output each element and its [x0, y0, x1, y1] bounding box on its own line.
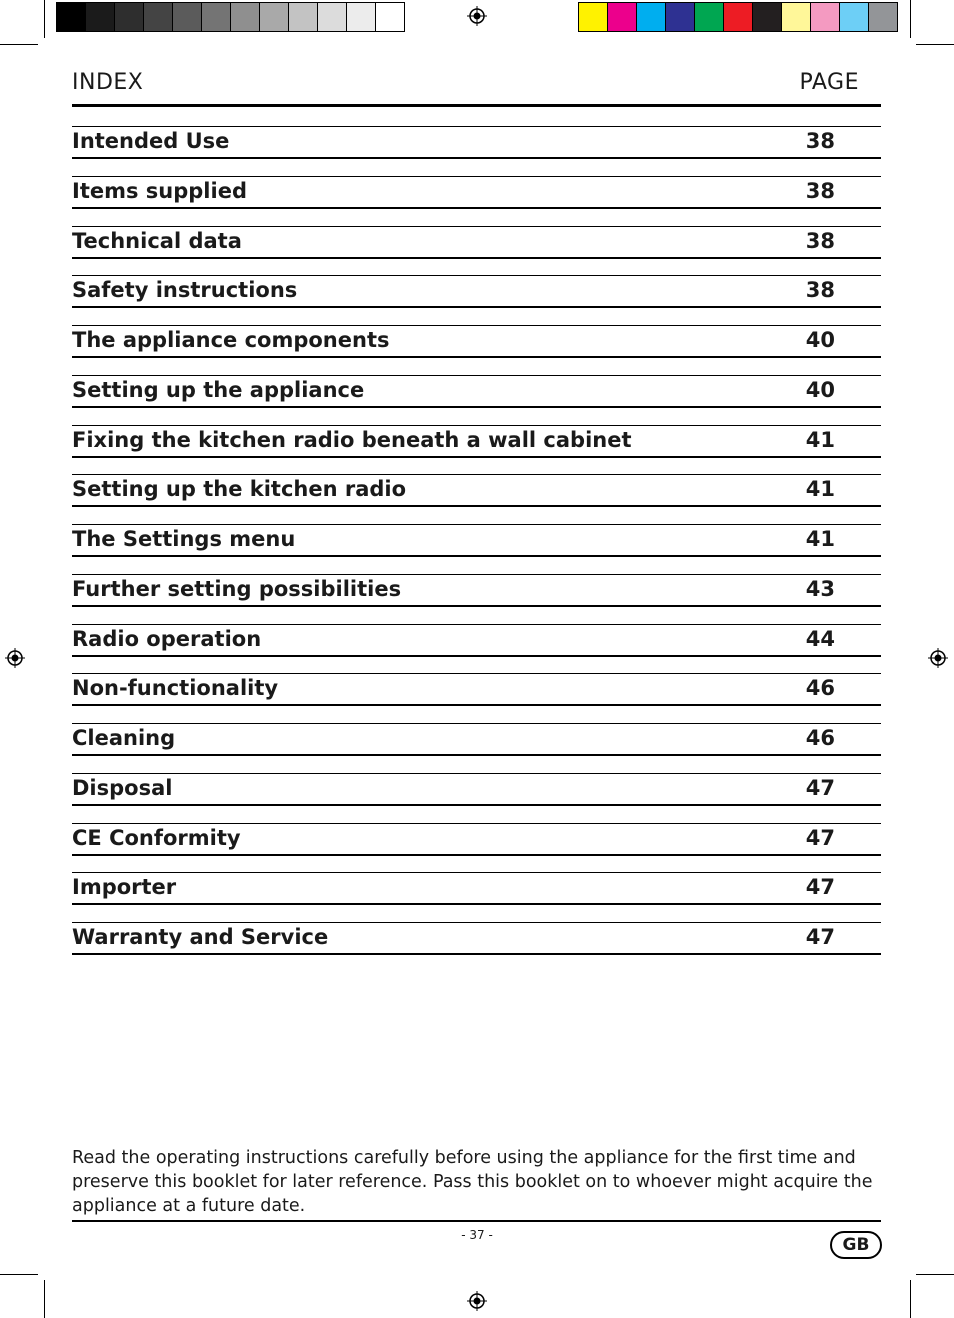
gray-swatch — [289, 3, 318, 31]
index-entry-page: 44 — [805, 626, 835, 651]
color-swatch — [811, 3, 840, 31]
index-entry-title: Cleaning — [72, 726, 176, 750]
index-row — [72, 872, 881, 905]
gray-swatch — [202, 3, 231, 31]
color-swatch — [840, 3, 869, 31]
index-row — [72, 574, 881, 607]
index-row — [72, 524, 881, 557]
index-entry-page: 38 — [805, 178, 835, 203]
index-entry-page: 47 — [805, 775, 835, 800]
index-entry-title: The appliance components — [72, 328, 390, 352]
index-entry-title: Disposal — [72, 775, 173, 800]
gray-swatch — [318, 3, 347, 31]
index-entry-page: 38 — [805, 129, 835, 153]
index-row — [72, 673, 881, 706]
registration-mark-icon — [467, 1291, 487, 1311]
index-entry-title: Setting up the appliance — [72, 377, 365, 402]
index-entry-page: 38 — [805, 228, 835, 253]
index-entry-title: Radio operation — [72, 626, 262, 651]
crop-mark — [44, 1280, 45, 1318]
index-entry-title: Technical data — [72, 228, 242, 253]
index-entry-page: 47 — [805, 925, 835, 949]
gray-swatch — [173, 3, 202, 31]
index-list — [72, 126, 881, 972]
page-heading: PAGE — [799, 70, 859, 95]
index-entry-title: Further setting possibilities — [72, 576, 402, 601]
crop-mark — [916, 44, 954, 45]
index-entry-title: The Settings menu — [72, 527, 296, 551]
index-entry-title: Intended Use — [72, 129, 230, 153]
gray-swatch — [231, 3, 260, 31]
crop-mark — [44, 0, 45, 38]
index-row — [72, 773, 881, 806]
language-badge: GB — [830, 1231, 882, 1259]
index-row — [72, 723, 881, 756]
index-entry-page: 40 — [805, 328, 835, 352]
registration-mark-icon — [467, 6, 487, 26]
index-row — [72, 275, 881, 308]
index-entry-title: Safety instructions — [72, 278, 298, 303]
index-entry-page: 47 — [805, 825, 835, 850]
color-swatch — [637, 3, 666, 31]
registration-mark-icon — [928, 648, 948, 668]
index-row — [72, 176, 881, 209]
index-entry-title: Importer — [72, 875, 177, 900]
index-entry-page: 38 — [805, 278, 835, 303]
index-entry-page: 43 — [805, 576, 835, 601]
index-row — [72, 226, 881, 259]
index-entry-title: CE Conformity — [72, 825, 241, 850]
color-swatch — [724, 3, 753, 31]
index-entry-page: 41 — [805, 427, 835, 452]
index-entry-title: Items supplied — [72, 178, 247, 203]
color-calibration-bar — [578, 2, 898, 32]
index-row — [72, 375, 881, 408]
index-entry-page: 46 — [805, 676, 835, 701]
index-entry-page: 40 — [805, 377, 835, 402]
page-number: - 37 - — [461, 1228, 493, 1242]
crop-mark — [0, 1274, 38, 1275]
index-entry-title: Warranty and Service — [72, 925, 329, 949]
color-swatch — [869, 3, 897, 31]
index-heading: INDEX — [72, 70, 144, 95]
crop-mark — [916, 1274, 954, 1275]
index-row — [72, 624, 881, 657]
index-row — [72, 425, 881, 458]
gray-swatch — [86, 3, 115, 31]
index-entry-title: Setting up the kitchen radio — [72, 477, 407, 502]
index-entry-title: Non-functionality — [72, 676, 279, 701]
index-row — [72, 126, 881, 159]
index-entry-page: 46 — [805, 726, 835, 750]
instruction-note: Read the operating instructions carefully before using the appliance for the first time and preserve this booklet for later reference. Pass this booklet on to whoever might acquire the appliance at a future date. — [72, 1148, 873, 1216]
index-entry-page: 41 — [805, 477, 835, 502]
gray-swatch — [57, 3, 86, 31]
gray-swatch — [115, 3, 144, 31]
color-swatch — [608, 3, 637, 31]
index-row — [72, 474, 881, 507]
gray-swatch — [260, 3, 289, 31]
grayscale-calibration-bar — [56, 2, 405, 32]
gray-swatch — [347, 3, 376, 31]
color-swatch — [782, 3, 811, 31]
color-swatch — [666, 3, 695, 31]
index-entry-page: 47 — [805, 875, 835, 900]
index-row — [72, 325, 881, 358]
registration-mark-icon — [5, 648, 25, 668]
index-entry-page: 41 — [805, 527, 835, 551]
footer-divider — [72, 1220, 881, 1222]
color-swatch — [579, 3, 608, 31]
crop-mark — [910, 0, 911, 38]
crop-mark — [0, 44, 38, 45]
color-swatch — [753, 3, 782, 31]
gray-swatch — [144, 3, 173, 31]
color-swatch — [695, 3, 724, 31]
index-row — [72, 922, 881, 955]
crop-mark — [910, 1280, 911, 1318]
index-row — [72, 823, 881, 856]
gray-swatch — [376, 3, 404, 31]
index-entry-title: Fixing the kitchen radio beneath a wall cabinet — [72, 427, 632, 452]
index-header — [72, 66, 881, 107]
